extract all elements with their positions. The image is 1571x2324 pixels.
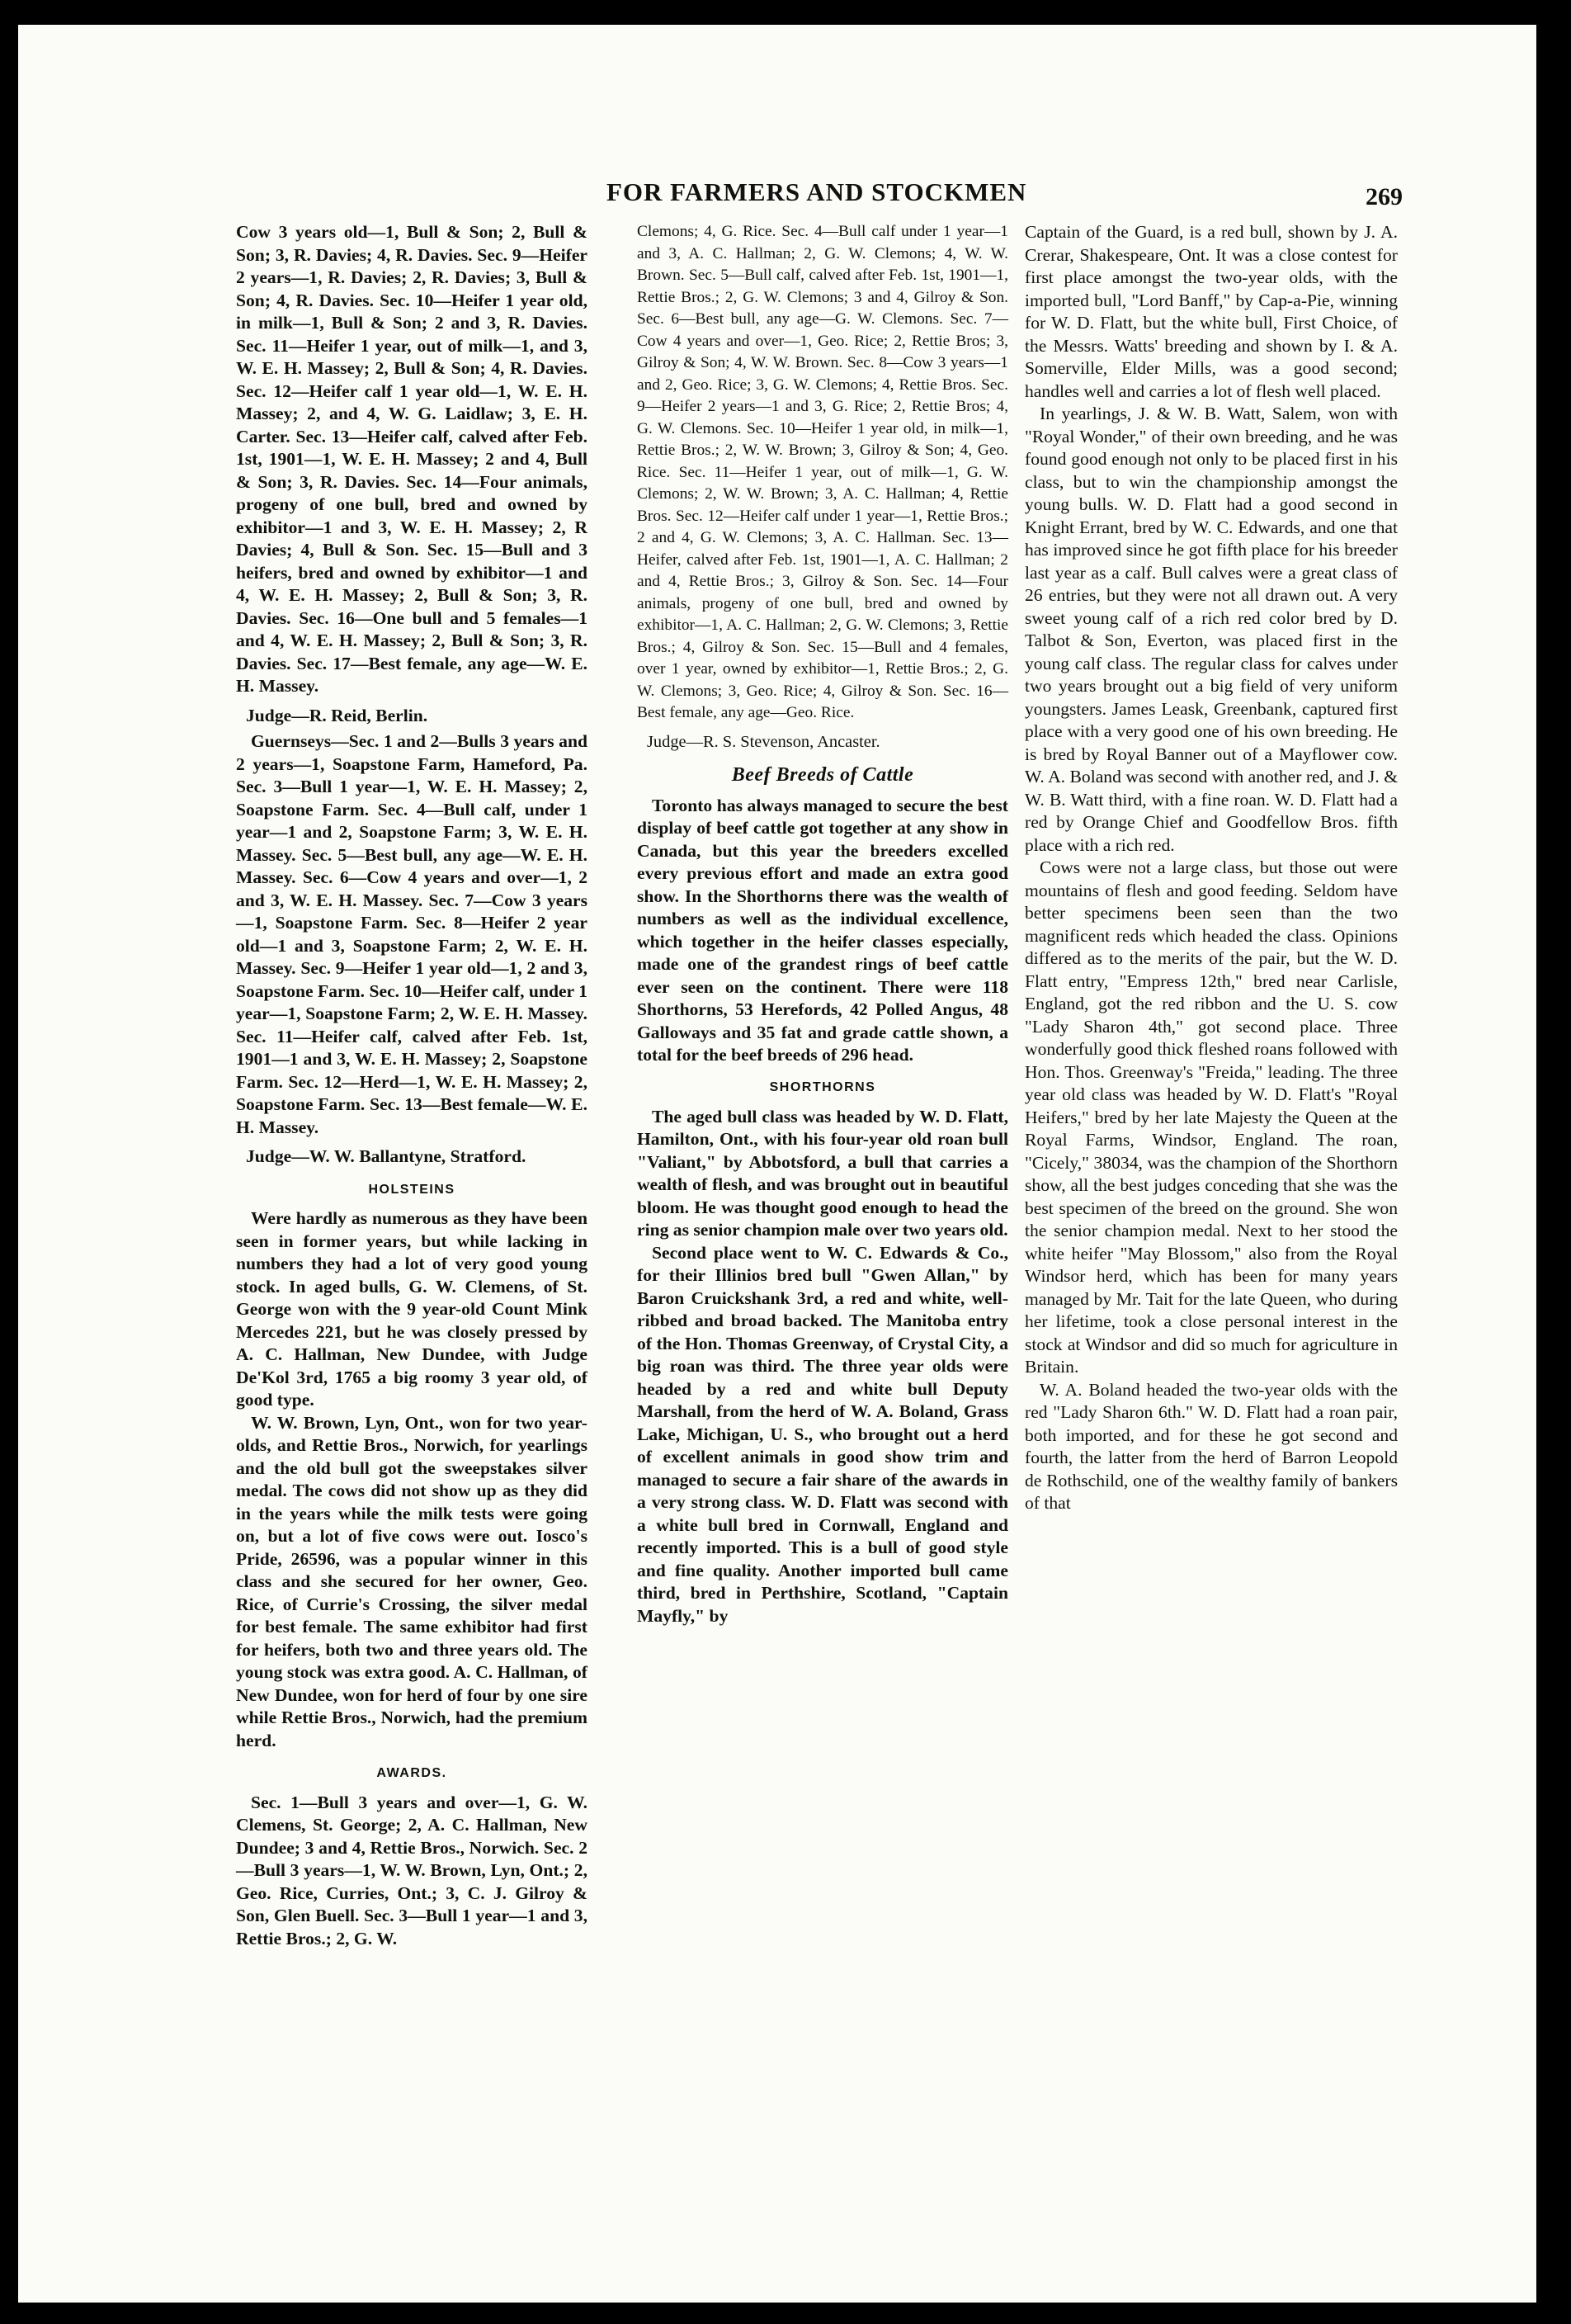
scan-edge: [1536, 0, 1571, 2324]
paragraph: Captain of the Guard, is a red bull, shown by J. A. Crerar, Shakespeare, Ont. It was a close contest for first place amongst the two-year olds, with the imported bull, "Lord Banff," by Cap-a-Pie, winning for W. D. Flatt, but the white bull, First Choice, of the Messrs. Watts' breeding and shown by I. & A. Somerville, Elder Mills, was a good second; handles well and carries a lot of flesh well placed.: [1025, 222, 1398, 401]
judge-line: Judge—R. Reid, Berlin.: [246, 705, 428, 725]
running-header: FOR FARMERS AND STOCKMEN: [606, 177, 1027, 206]
paragraph: Toronto has always managed to secure the best display of beef cattle got together at any show in Canada, but this year the breeders excelled every previous effort and made an extra good show. In the Shorthorns there was the wealth of numbers as well as the individual excellence, which together in the heifer classes especially, made one of the grandest rings of beef cattle ever seen on the continent. There were 118 Shorthorns, 53 Herefords, 42 Polled Angus, 48 Galloways and 35 fat and grade cattle shown, a total for the beef breeds of 296 head.: [637, 795, 1008, 1065]
judge-line: Judge—W. W. Ballantyne, Stratford.: [246, 1146, 526, 1166]
paragraph: Were hardly as numerous as they have been seen in former years, but while lacking in numbers they had a lot of very good young stock. In aged bulls, G. W. Clemens, of St. George won with the 9 year-old Count Mink Mercedes 221, but he was closely pressed by A. C. Hallman, New Dundee, with Judge De'Kol 3rd, 1765 a big roomy 3 year old, of good type.: [236, 1208, 587, 1410]
judge-line: Judge—R. S. Stevenson, Ancaster.: [647, 732, 880, 751]
section-heading: SHORTHORNS: [769, 1079, 876, 1094]
page-number: 269: [1366, 183, 1403, 210]
paragraph: W. W. Brown, Lyn, Ont., won for two year-olds, and Rettie Bros., Norwich, for yearlings and the old bull got the sweepstakes silver medal. The cows did not show up as they did in the years while the milk tests were going on, but a lot of five cows were out. Iosco's Pride, 26596, was a popular winner in this class and she secured for her owner, Geo. Rice, of Currie's Crossing, the silver medal for best female. The same exhibitor had first for heifers, both two and three years old. The young stock was extra good. A. C. Hallman, of New Dundee, won for herd of four by one sire while Rettie Bros., Norwich, had the premium herd.: [236, 1412, 587, 1750]
section-heading: HOLSTEINS: [368, 1182, 455, 1197]
section-heading: AWARDS.: [376, 1766, 447, 1780]
paragraph: The aged bull class was headed by W. D. Flatt, Hamilton, Ont., with his four-year old roan bull "Valiant," by Abbotsford, a bull that carries a wealth of flesh, and was brought out in beautiful bloom. He was thought good enough to head the ring as senior champion male over two years old.: [637, 1106, 1008, 1240]
paragraph: Cows were not a large class, but those out were mountains of flesh and good feeding. Seldom have better specimens been seen than the two magnificent reds which headed the class. Opinions differed as to the merits of the pair, but the W. D. Flatt entry, "Empress 12th," bred near Carlisle, England, got the red ribbon and the U. S. cow "Lady Sharon 4th," got second place. Three wonderfully good thick fleshed roans followed with Hon. Thos. Greenway's "Freida," leading. The three year old class was headed by W. D. Flatt's "Royal Heifers," bred by her late Majesty the Queen at the Royal Farms, Windsor, England. The roan, "Cicely," 38034, was the champion of the Shorthorn show, all the best judges conceding that she was the best specimen of the breed on the ground. She won the senior champion medal. Next to her stood the white heifer "May Blossom," also from the Royal Windsor herd, which has been for many years managed by Mr. Tait for the late Queen, who during her lifetime, took a close personal interest in the stock at Windsor and did so much for agriculture in Britain.: [1025, 857, 1398, 1377]
paragraph: Clemons; 4, G. Rice. Sec. 4—Bull calf under 1 year—1 and 3, A. C. Hallman; 2, G. W. Clemons; 4, W. W. Brown. Sec. 5—Bull calf, calved after Feb. 1st, 1901—1, Rettie Bros.; 2, G. W. Clemons; 3 and 4, Gilroy & Son. Sec. 6—Best bull, any age—G. W. Clemons. Sec. 7—Cow 4 years and over—1, Geo. Rice; 2, Rettie Bros; 3, Gilroy & Son; 4, W. W. Brown. Sec. 8—Cow 3 years—1 and 2, Geo. Rice; 3, G. W. Clemons; 4, Rettie Bros. Sec. 9—Heifer 2 years—1 and 3, G. Rice; 2, Rettie Bros; 4, G. W. Clemons. Sec. 10—Heifer 1 year old, in milk—1, Rettie Bros.; 2, W. W. Brown; 3, Gilroy & Son; 4, Geo. Rice. Sec. 11—Heifer 1 year, out of milk—1, G. W. Clemons; 2, W. W. Brown; 3, A. C. Hallman; 4, Rettie Bros. Sec. 12—Heifer calf under 1 year—1, Rettie Bros.; 2 and 4, G. W. Clemons; 3, A. C. Hallman. Sec. 13—Heifer, calved after Feb. 1st, 1901—1, A. C. Hallman; 2 and 4, Rettie Bros.; 3, Gilroy & Son. Sec. 14—Four animals, progeny of one bull, bred and owned by exhibitor—1, A. C. Hallman; 2, G. W. Clemons; 3, Rettie Bros.; 4, Gilroy & Son. Sec. 15—Bull and 4 females, over 1 year, owned by exhibitor—1, Rettie Bros.; 2, G. W. Clemons; 3, Geo. Rice; 4, Gilroy & Son. Sec. 16—Best female, any age—Geo. Rice.: [637, 223, 1008, 721]
paragraph: Sec. 1—Bull 3 years and over—1, G. W. Clemens, St. George; 2, A. C. Hallman, New Dundee; 3 and 4, Rettie Bros., Norwich. Sec. 2—Bull 3 years—1, W. W. Brown, Lyn, Ont.; 2, Geo. Rice, Curries, Ont.; 3, C. J. Gilroy & Son, Glen Buell. Sec. 3—Bull 1 year—1 and 3, Rettie Bros.; 2, G. W.: [236, 1792, 587, 1948]
paragraph: Guernseys—Sec. 1 and 2—Bulls 3 years and 2 years—1, Soapstone Farm, Hameford, Pa. Sec. 3—Bull 1 year—1, W. E. H. Massey; 2, Soapstone Farm. Sec. 4—Bull calf, under 1 year—1 and 2, Soapstone Farm; 3, W. E. H. Massey. Sec. 5—Best bull, any age—W. E. H. Massey. Sec. 6—Cow 4 years and over—1, 2 and 3, W. E. H. Massey. Sec. 7—Cow 3 years—1, Soapstone Farm. Sec. 8—Heifer 2 year old—1 and 3, Soapstone Farm; 2, W. E. H. Massey. Sec. 9—Heifer 1 year old—1, 2 and 3, Soapstone Farm. Sec. 10—Heifer calf, under 1 year—1, Soapstone Farm; 2, W. E. H. Massey. Sec. 11—Heifer calf, calved after Feb. 1st, 1901—1 and 3, W. E. H. Massey; 2, Soapstone Farm. Sec. 12—Herd—1, W. E. H. Massey; 2, Soapstone Farm. Sec. 13—Best female—W. E. H. Massey.: [236, 731, 587, 1137]
paragraph: Cow 3 years old—1, Bull & Son; 2, Bull & Son; 3, R. Davies; 4, R. Davies. Sec. 9—Heifer 2 years—1, R. Davies; 2, R. Davies; 3, Bull & Son; 4, R. Davies. Sec. 10—Heifer 1 year old, in milk—1, Bull & Son; 2 and 3, R. Davies. Sec. 11—Heifer 1 year, out of milk—1, and 3, W. E. H. Massey; 2, Bull & Son; 4, R. Davies. Sec. 12—Heifer calf 1 year old—1, W. E. H. Massey; 2, and 4, W. G. Laidlaw; 3, E. H. Carter. Sec. 13—Heifer calf, calved after Feb. 1st, 1901—1, W. E. H. Massey; 2 and 4, Bull & Son; 3, R. Davies. Sec. 14—Four animals, progeny of one bull, bred and owned by exhibitor—1 and 3, W. E. H. Massey; 2, R Davies; 4, Bull & Son. Sec. 15—Bull and 3 heifers, bred and owned by exhibitor—1 and 4, W. E. H. Massey; 2, Bull & Son; 3, R. Davies. Sec. 16—One bull and 5 females—1 and 4, W. E. H. Massey; 2, Bull & Son; 3, R. Davies. Sec. 17—Best female, any age—W. E. H. Massey.: [236, 222, 587, 696]
column-middle: [637, 221, 1008, 1627]
paragraph: In yearlings, J. & W. B. Watt, Salem, won with "Royal Wonder," of their own breeding, and he was found good enough not only to be placed first in his class, but to win the championship amongst the young bulls. W. D. Flatt had a good second in Knight Errant, bred by W. C. Edwards, and one that has improved since he got fifth place for his breeder last year as a calf. Bull calves were a great class of 26 entries, but they were not all drawn out. A very sweet young calf of a rich red color bred by D. Talbot & Son, Everton, was placed first in the young calf class. The regular class for calves under two years brought out a big field of very uniform youngsters. James Leask, Greenbank, captured first place with a very good one of his own breeding. He is bred by Royal Banner out of a Mayflower cow. W. A. Boland was second with another red, and J. & W. B. Watt third, with a fine roan. W. D. Flatt had a red by Orange Chief and Goodfellow Bros. fifth place with a rich red.: [1025, 404, 1398, 855]
column-right: [1025, 221, 1398, 1515]
paragraph: W. A. Boland headed the two-year olds with the red "Lady Sharon 6th." W. D. Flatt had a roan pair, both imported, and for these he got second and fourth, the latter from the herd of Barron Leopold de Rothschild, one of the wealthy family of bankers of that: [1025, 1379, 1398, 1513]
section-heading: Beef Breeds of Cattle: [731, 764, 914, 786]
paragraph: Second place went to W. C. Edwards & Co., for their Illinios bred bull "Gwen Allan," by Baron Cruickshank 3rd, a red and white, well-ribbed and broad backed. The Manitoba entry of the Hon. Thomas Greenway, of Crystal City, a big roan was third. The three year olds were headed by a red and white bull Deputy Marshall, from the herd of W. A. Boland, Grass Lake, Michigan, U. S., who brought out a herd of excellent animals in good show trim and managed to secure a fair share of the awards in a very strong class. W. D. Flatt was second with a white bull bred in Cornwall, England and recently imported. This is a bull of good style and fine quality. Another imported bull came third, bred in Perthshire, Scotland, "Captain Mayfly," by: [637, 1242, 1008, 1626]
column-left: [236, 221, 587, 1950]
